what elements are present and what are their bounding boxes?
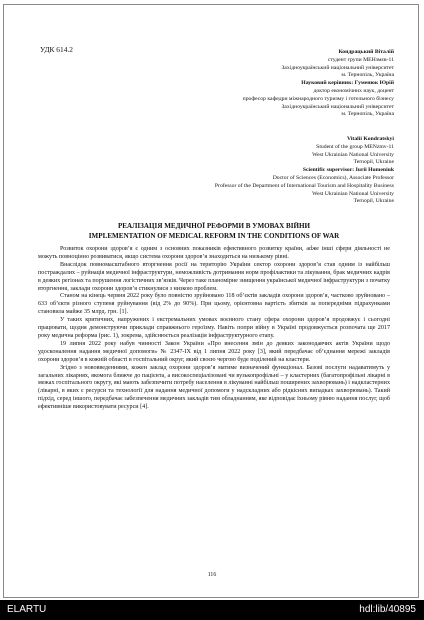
- author-line: доктор економічних наук, доцент: [313, 87, 394, 94]
- footer-handle-id: hdl:lib/40895: [359, 604, 416, 615]
- author-name-en: Vitalii Kondratskyi: [346, 136, 394, 142]
- paper-title-ua: РЕАЛІЗАЦІЯ МЕДИЧНОЇ РЕФОРМИ В УМОВАХ ВІЙНИ: [117, 222, 311, 230]
- document-page: [3, 4, 419, 598]
- author-line: Західноукраїнський національний університет: [281, 103, 394, 110]
- page-number: 116: [207, 572, 217, 578]
- author-name-ua: Кондрацький Віталій: [338, 49, 394, 55]
- supervisor-name-en: Scientific supervisor: Iurii Humeniuk: [302, 167, 394, 174]
- author-line: м. Тернопіль, Україна: [341, 111, 394, 118]
- footer-repository-label: ELARTU: [7, 604, 47, 615]
- author-line: професор кафедри міжнародного туризму і готельного бізнесу: [242, 95, 394, 102]
- supervisor-name-ua: Науковий керівник: Гуменюк Юрій: [301, 80, 394, 87]
- paragraph: Згідно з нововведеннями, кожен заклад охорони здоров’я матиме визначений функціонал. Базові послуги надаватимуть у загальних лікарнях, якомога ближче до пацієнта, а високоспеціалізовані чи вузькопрофільні – у кластерних (багатопрофільні лікарні в межах госпітального округу, які мають забезпечити потребу населення в лікуванні найбільш поширених захворювань) і надкластерних (лікарні, в яких є ресурси та технології для надання медичної допомоги у надскладних або рідкісних випадках захворювань). Такий підхід, серед іншого, передбачає забезпечення медичних закладів тим обладнанням, яке відповідає їхньому рівню надання послуг, щоб ефективніше використовувати ресурси [4].: [38, 364, 390, 411]
- author-line: West Ukrainian National University: [312, 190, 394, 197]
- paragraph: Внаслідок повномасштабного вторгнення росії на територію України сектор охорони здоров’я став одним із найбільш постраждалих – руйнація медичної інфраструктури, неможливість дотримання норм профілактики та лікування, брак медичних кадрів в деяких регіонах та порушення логістичних зв’язків. Через таке планомірне знищення української медичної інфраструктури з початку вторгнення, заклади охорони здоров’я стикнулися з низкою проблем.: [38, 261, 390, 292]
- author-block-en: [134, 136, 394, 206]
- udk-code: УДК 614.2: [40, 45, 73, 54]
- paragraph: У таких критичних, напружених і екстремальних умовах воєнного стану сфера охорони здоров’я продовжує і сьогодні працювати, щодня демонструючи приклади справжнього героїзму. Навіть попри війну в Україні продовжується розпочата ще 2017 року медична реформа (рис. 1), зокрема, здійснюється реалізація інфраструктурного етапу.: [38, 317, 390, 339]
- paper-title-en: IMPLEMENTATION OF MEDICAL REFORM IN THE CONDITIONS OF WAR: [88, 232, 340, 240]
- author-line: West Ukrainian National University: [312, 151, 394, 158]
- author-line: Ternopil, Ukraine: [353, 159, 394, 166]
- author-line: м. Тернопіль, Україна: [341, 72, 394, 79]
- author-line: студент групи МЕНзмєв-11: [327, 56, 394, 63]
- author-line: Doctor of Sciences (Economics), Associate Professor: [272, 174, 394, 181]
- author-line: Professor of the Department of International Tourism and Hospitality Business: [214, 182, 394, 189]
- article-body: [38, 246, 390, 412]
- paragraph: 19 липня 2022 року набув чинності Закон України «Про внесення змін до деяких законодавчих актів України щодо удосконалення надання медичної допомоги» № 2347-IX від 1 липня 2022 року [3], який передбачає об’єднання мережі закладів охорони здоров’я в кожній області в госпітальний округ, який своєю чергою буде поділений на кластери.: [38, 340, 390, 363]
- paragraph: Станом на кінець червня 2022 року було повністю зруйновано 118 об’єктів закладів охорони здоров’я, частково зруйновано – 633 об’єкти різного ступеня руйнування (від 2% до 90%). При цьому, орієнтовна вартість збитків за попередніми підрахунками становила майже 35 млрд. грн. [1].: [38, 293, 390, 316]
- author-block-ua: [134, 49, 394, 119]
- author-line: Ternopil, Ukraine: [353, 198, 394, 205]
- author-line: Західноукраїнський національний університет: [281, 64, 394, 71]
- footer-bar: [0, 600, 424, 620]
- paragraph: Розвиток охорони здоров’я є одним з основних показників ефективного розвитку країни, adже інші сфери діяльності не можуть повноцінно розвиватися, якщо система охорони здоров’я знаходиться на низькому рівні.: [38, 246, 390, 260]
- author-line: Student of the group MENzmv-11: [316, 143, 394, 150]
